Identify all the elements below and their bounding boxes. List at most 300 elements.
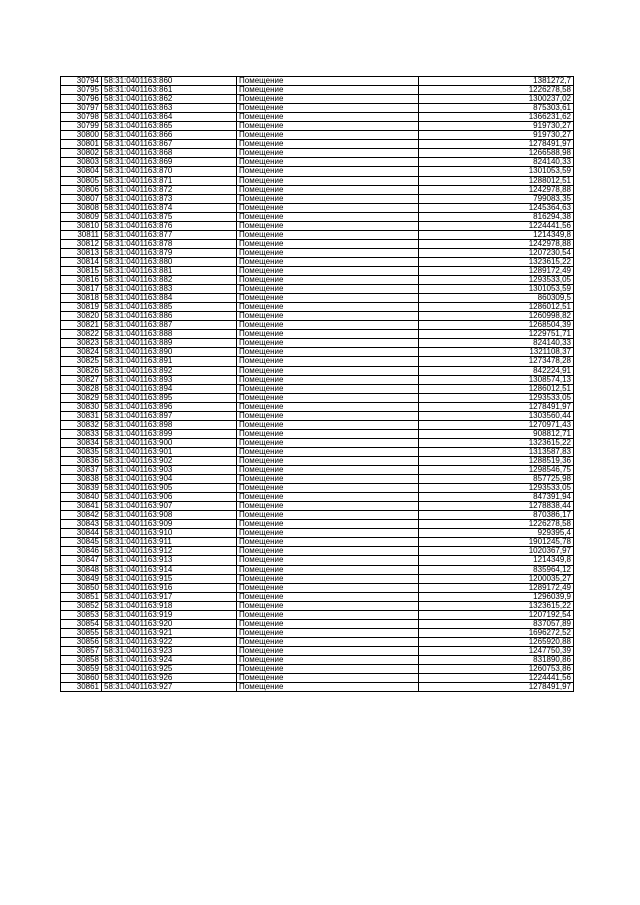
cadastral-number-cell: 58:31:0401163:909 — [102, 520, 237, 529]
table-row — [61, 610, 574, 619]
row-number-cell: 30802 — [61, 149, 102, 158]
row-number-cell: 30817 — [61, 285, 102, 294]
cadastral-number-cell: 58:31:0401163:897 — [102, 411, 237, 420]
object-type-cell: Помещение — [237, 665, 419, 674]
object-type-cell: Помещение — [237, 610, 419, 619]
cadastral-value-cell: 1214349,8 — [419, 556, 574, 565]
row-number-cell: 30846 — [61, 547, 102, 556]
object-type-cell: Помещение — [237, 285, 419, 294]
row-number-cell: 30851 — [61, 592, 102, 601]
cadastral-value-cell: 1286012,51 — [419, 384, 574, 393]
object-type-cell: Помещение — [237, 574, 419, 583]
row-number-cell: 30860 — [61, 674, 102, 683]
cadastral-value-cell: 1696272,52 — [419, 628, 574, 637]
cadastral-value-cell: 824140,33 — [419, 339, 574, 348]
row-number-cell: 30823 — [61, 339, 102, 348]
cadastral-number-cell: 58:31:0401163:910 — [102, 529, 237, 538]
object-type-cell: Помещение — [237, 294, 419, 303]
table-row — [61, 493, 574, 502]
object-type-cell: Помещение — [237, 520, 419, 529]
table-row — [61, 303, 574, 312]
row-number-cell: 30815 — [61, 266, 102, 275]
object-type-cell: Помещение — [237, 637, 419, 646]
cadastral-value-cell: 860309,5 — [419, 294, 574, 303]
cadastral-value-cell: 1268504,39 — [419, 321, 574, 330]
table-row — [61, 538, 574, 547]
row-number-cell: 30858 — [61, 656, 102, 665]
cadastral-number-cell: 58:31:0401163:919 — [102, 610, 237, 619]
row-number-cell: 30814 — [61, 257, 102, 266]
row-number-cell: 30820 — [61, 312, 102, 321]
cadastral-number-cell: 58:31:0401163:860 — [102, 77, 237, 86]
object-type-cell: Помещение — [237, 203, 419, 212]
cadastral-number-cell: 58:31:0401163:905 — [102, 484, 237, 493]
cadastral-value-cell: 799083,35 — [419, 194, 574, 203]
row-number-cell: 30837 — [61, 466, 102, 475]
table-row — [61, 113, 574, 122]
row-number-cell: 30855 — [61, 628, 102, 637]
cadastral-number-cell: 58:31:0401163:861 — [102, 86, 237, 95]
cadastral-value-cell: 1278491,97 — [419, 140, 574, 149]
row-number-cell: 30804 — [61, 167, 102, 176]
row-number-cell: 30819 — [61, 303, 102, 312]
cadastral-number-cell: 58:31:0401163:888 — [102, 330, 237, 339]
row-number-cell: 30808 — [61, 203, 102, 212]
object-type-cell: Помещение — [237, 628, 419, 637]
table-row — [61, 185, 574, 194]
object-type-cell: Помещение — [237, 312, 419, 321]
cadastral-number-cell: 58:31:0401163:862 — [102, 95, 237, 104]
object-type-cell: Помещение — [237, 438, 419, 447]
row-number-cell: 30800 — [61, 131, 102, 140]
table-row — [61, 330, 574, 339]
object-type-cell: Помещение — [237, 466, 419, 475]
cadastral-value-cell: 1020367,97 — [419, 547, 574, 556]
cadastral-value-cell: 1242978,88 — [419, 239, 574, 248]
row-number-cell: 30794 — [61, 77, 102, 86]
row-number-cell: 30830 — [61, 402, 102, 411]
cadastral-value-cell: 919730,27 — [419, 131, 574, 140]
cadastral-value-cell: 1273478,28 — [419, 357, 574, 366]
object-type-cell: Помещение — [237, 556, 419, 565]
object-type-cell: Помещение — [237, 366, 419, 375]
cadastral-value-cell: 835964,12 — [419, 565, 574, 574]
object-type-cell: Помещение — [237, 339, 419, 348]
row-number-cell: 30811 — [61, 230, 102, 239]
table-row — [61, 176, 574, 185]
cadastral-number-cell: 58:31:0401163:917 — [102, 592, 237, 601]
object-type-cell: Помещение — [237, 384, 419, 393]
cadastral-value-cell: 1247750,39 — [419, 646, 574, 655]
cadastral-value-cell: 929395,4 — [419, 529, 574, 538]
row-number-cell: 30843 — [61, 520, 102, 529]
table-row — [61, 619, 574, 628]
object-type-cell: Помещение — [237, 140, 419, 149]
row-number-cell: 30813 — [61, 248, 102, 257]
row-number-cell: 30833 — [61, 429, 102, 438]
object-type-cell: Помещение — [237, 601, 419, 610]
table-row — [61, 520, 574, 529]
row-number-cell: 30857 — [61, 646, 102, 655]
row-number-cell: 30848 — [61, 565, 102, 574]
table-row — [61, 511, 574, 520]
row-number-cell: 30854 — [61, 619, 102, 628]
row-number-cell: 30835 — [61, 447, 102, 456]
cadastral-number-cell: 58:31:0401163:880 — [102, 257, 237, 266]
object-type-cell: Помещение — [237, 619, 419, 628]
row-number-cell: 30803 — [61, 158, 102, 167]
cadastral-number-cell: 58:31:0401163:879 — [102, 248, 237, 257]
table-row — [61, 456, 574, 465]
cadastral-value-cell: 842224,91 — [419, 366, 574, 375]
cadastral-number-cell: 58:31:0401163:892 — [102, 366, 237, 375]
object-type-cell: Помещение — [237, 357, 419, 366]
cadastral-value-cell: 831890,86 — [419, 656, 574, 665]
table-row — [61, 194, 574, 203]
table-row — [61, 411, 574, 420]
row-number-cell: 30796 — [61, 95, 102, 104]
object-type-cell: Помещение — [237, 411, 419, 420]
cadastral-number-cell: 58:31:0401163:915 — [102, 574, 237, 583]
row-number-cell: 30845 — [61, 538, 102, 547]
row-number-cell: 30836 — [61, 456, 102, 465]
object-type-cell: Помещение — [237, 176, 419, 185]
cadastral-number-cell: 58:31:0401163:922 — [102, 637, 237, 646]
table-row — [61, 475, 574, 484]
cadastral-value-cell: 1308574,13 — [419, 375, 574, 384]
row-number-cell: 30828 — [61, 384, 102, 393]
cadastral-value-cell: 1200035,27 — [419, 574, 574, 583]
row-number-cell: 30810 — [61, 221, 102, 230]
cadastral-number-cell: 58:31:0401163:908 — [102, 511, 237, 520]
row-number-cell: 30859 — [61, 665, 102, 674]
cadastral-number-cell: 58:31:0401163:901 — [102, 447, 237, 456]
row-number-cell: 30807 — [61, 194, 102, 203]
row-number-cell: 30849 — [61, 574, 102, 583]
table-row — [61, 637, 574, 646]
cadastral-value-cell: 875303,61 — [419, 104, 574, 113]
row-number-cell: 30795 — [61, 86, 102, 95]
cadastral-number-cell: 58:31:0401163:903 — [102, 466, 237, 475]
object-type-cell: Помещение — [237, 375, 419, 384]
cadastral-value-cell: 1293533,05 — [419, 276, 574, 285]
cadastral-value-cell: 1293533,05 — [419, 393, 574, 402]
cadastral-number-cell: 58:31:0401163:865 — [102, 122, 237, 131]
cadastral-number-cell: 58:31:0401163:875 — [102, 212, 237, 221]
cadastral-number-cell: 58:31:0401163:925 — [102, 665, 237, 674]
cadastral-number-cell: 58:31:0401163:895 — [102, 393, 237, 402]
cadastral-number-cell: 58:31:0401163:891 — [102, 357, 237, 366]
row-number-cell: 30841 — [61, 502, 102, 511]
row-number-cell: 30847 — [61, 556, 102, 565]
row-number-cell: 30829 — [61, 393, 102, 402]
row-number-cell: 30852 — [61, 601, 102, 610]
table-row — [61, 339, 574, 348]
table-row — [61, 122, 574, 131]
object-type-cell: Помещение — [237, 456, 419, 465]
object-type-cell: Помещение — [237, 330, 419, 339]
object-type-cell: Помещение — [237, 348, 419, 357]
cadastral-number-cell: 58:31:0401163:899 — [102, 429, 237, 438]
cadastral-value-cell: 1321108,37 — [419, 348, 574, 357]
cadastral-number-cell: 58:31:0401163:911 — [102, 538, 237, 547]
object-type-cell: Помещение — [237, 547, 419, 556]
cadastral-number-cell: 58:31:0401163:881 — [102, 266, 237, 275]
table-row — [61, 95, 574, 104]
cadastral-number-cell: 58:31:0401163:884 — [102, 294, 237, 303]
table-row — [61, 357, 574, 366]
object-type-cell: Помещение — [237, 429, 419, 438]
table-row — [61, 266, 574, 275]
cadastral-value-cell: 1226278,58 — [419, 86, 574, 95]
object-type-cell: Помещение — [237, 484, 419, 493]
object-type-cell: Помещение — [237, 95, 419, 104]
table-row — [61, 683, 574, 692]
table-row — [61, 257, 574, 266]
cadastral-value-cell: 1278491,97 — [419, 402, 574, 411]
cadastral-value-cell: 1303560,44 — [419, 411, 574, 420]
table-row — [61, 646, 574, 655]
cadastral-value-cell: 816294,38 — [419, 212, 574, 221]
table-row — [61, 438, 574, 447]
object-type-cell: Помещение — [237, 167, 419, 176]
object-type-cell: Помещение — [237, 402, 419, 411]
row-number-cell: 30809 — [61, 212, 102, 221]
cadastral-number-cell: 58:31:0401163:921 — [102, 628, 237, 637]
object-type-cell: Помещение — [237, 303, 419, 312]
object-type-cell: Помещение — [237, 529, 419, 538]
row-number-cell: 30806 — [61, 185, 102, 194]
table-row — [61, 484, 574, 493]
cadastral-number-cell: 58:31:0401163:900 — [102, 438, 237, 447]
row-number-cell: 30816 — [61, 276, 102, 285]
cadastral-number-cell: 58:31:0401163:916 — [102, 583, 237, 592]
cadastral-value-cell: 1265920,88 — [419, 637, 574, 646]
object-type-cell: Помещение — [237, 77, 419, 86]
object-type-cell: Помещение — [237, 212, 419, 221]
object-type-cell: Помещение — [237, 194, 419, 203]
table-row — [61, 221, 574, 230]
cadastral-number-cell: 58:31:0401163:907 — [102, 502, 237, 511]
row-number-cell: 30825 — [61, 357, 102, 366]
table-row — [61, 601, 574, 610]
cadastral-number-cell: 58:31:0401163:863 — [102, 104, 237, 113]
cadastral-value-cell: 1313587,83 — [419, 447, 574, 456]
cadastral-number-cell: 58:31:0401163:918 — [102, 601, 237, 610]
table-row — [61, 230, 574, 239]
object-type-cell: Помещение — [237, 538, 419, 547]
object-type-cell: Помещение — [237, 447, 419, 456]
cadastral-value-cell: 1260753,86 — [419, 665, 574, 674]
object-type-cell: Помещение — [237, 276, 419, 285]
cadastral-number-cell: 58:31:0401163:890 — [102, 348, 237, 357]
object-type-cell: Помещение — [237, 248, 419, 257]
table-row — [61, 366, 574, 375]
table-row — [61, 674, 574, 683]
object-type-cell: Помещение — [237, 592, 419, 601]
row-number-cell: 30840 — [61, 493, 102, 502]
cadastral-number-cell: 58:31:0401163:876 — [102, 221, 237, 230]
cadastral-number-cell: 58:31:0401163:914 — [102, 565, 237, 574]
cadastral-value-cell: 1323615,22 — [419, 601, 574, 610]
table-row — [61, 294, 574, 303]
cadastral-value-cell: 1323615,22 — [419, 257, 574, 266]
cadastral-number-cell: 58:31:0401163:926 — [102, 674, 237, 683]
cadastral-value-cell: 1288012,51 — [419, 176, 574, 185]
table-row — [61, 239, 574, 248]
object-type-cell: Помещение — [237, 104, 419, 113]
cadastral-value-cell: 1298546,75 — [419, 466, 574, 475]
cadastral-number-cell: 58:31:0401163:898 — [102, 420, 237, 429]
object-type-cell: Помещение — [237, 321, 419, 330]
row-number-cell: 30844 — [61, 529, 102, 538]
table-row — [61, 592, 574, 601]
table-row — [61, 502, 574, 511]
row-number-cell: 30861 — [61, 683, 102, 692]
cadastral-value-cell: 1207230,54 — [419, 248, 574, 257]
object-type-cell: Помещение — [237, 185, 419, 194]
table-row — [61, 656, 574, 665]
cadastral-value-cell: 824140,33 — [419, 158, 574, 167]
table-row — [61, 104, 574, 113]
cadastral-value-cell: 1293533,05 — [419, 484, 574, 493]
row-number-cell: 30821 — [61, 321, 102, 330]
row-number-cell: 30842 — [61, 511, 102, 520]
row-number-cell: 30812 — [61, 239, 102, 248]
object-type-cell: Помещение — [237, 493, 419, 502]
cadastral-value-cell: 1901245,78 — [419, 538, 574, 547]
table-row — [61, 131, 574, 140]
row-number-cell: 30850 — [61, 583, 102, 592]
cadastral-number-cell: 58:31:0401163:894 — [102, 384, 237, 393]
cadastral-number-cell: 58:31:0401163:887 — [102, 321, 237, 330]
object-type-cell: Помещение — [237, 565, 419, 574]
cadastral-number-cell: 58:31:0401163:873 — [102, 194, 237, 203]
cadastral-number-cell: 58:31:0401163:904 — [102, 475, 237, 484]
cadastral-number-cell: 58:31:0401163:869 — [102, 158, 237, 167]
row-number-cell: 30827 — [61, 375, 102, 384]
cadastral-value-cell: 837057,89 — [419, 619, 574, 628]
table-row — [61, 556, 574, 565]
cadastral-value-cell: 1266588,98 — [419, 149, 574, 158]
object-type-cell: Помещение — [237, 266, 419, 275]
object-type-cell: Помещение — [237, 113, 419, 122]
object-type-cell: Помещение — [237, 86, 419, 95]
row-number-cell: 30856 — [61, 637, 102, 646]
cadastral-value-cell: 1300237,02 — [419, 95, 574, 104]
object-type-cell: Помещение — [237, 683, 419, 692]
table-row — [61, 384, 574, 393]
table-row — [61, 203, 574, 212]
object-type-cell: Помещение — [237, 239, 419, 248]
table-row — [61, 167, 574, 176]
table-row — [61, 547, 574, 556]
cadastral-value-cell: 1224441,56 — [419, 674, 574, 683]
cadastral-value-cell: 847391,94 — [419, 493, 574, 502]
cadastral-number-cell: 58:31:0401163:924 — [102, 656, 237, 665]
row-number-cell: 30832 — [61, 420, 102, 429]
cadastral-value-cell: 908812,71 — [419, 429, 574, 438]
cadastral-number-cell: 58:31:0401163:889 — [102, 339, 237, 348]
object-type-cell: Помещение — [237, 475, 419, 484]
row-number-cell: 30824 — [61, 348, 102, 357]
cadastral-number-cell: 58:31:0401163:872 — [102, 185, 237, 194]
cadastral-value-cell: 857725,98 — [419, 475, 574, 484]
cadastral-number-cell: 58:31:0401163:870 — [102, 167, 237, 176]
table-row — [61, 529, 574, 538]
table-row — [61, 212, 574, 221]
object-type-cell: Помещение — [237, 420, 419, 429]
table-row — [61, 276, 574, 285]
table-row — [61, 149, 574, 158]
object-type-cell: Помещение — [237, 674, 419, 683]
row-number-cell: 30826 — [61, 366, 102, 375]
cadastral-number-cell: 58:31:0401163:874 — [102, 203, 237, 212]
cadastral-number-cell: 58:31:0401163:886 — [102, 312, 237, 321]
cadastral-number-cell: 58:31:0401163:866 — [102, 131, 237, 140]
table-row — [61, 248, 574, 257]
table-row — [61, 348, 574, 357]
cadastral-value-cell: 870386,17 — [419, 511, 574, 520]
cadastral-value-cell: 1289172,49 — [419, 583, 574, 592]
object-type-cell: Помещение — [237, 257, 419, 266]
object-type-cell: Помещение — [237, 131, 419, 140]
cadastral-value-cell: 1260998,82 — [419, 312, 574, 321]
table-row — [61, 77, 574, 86]
table-row — [61, 447, 574, 456]
table-row — [61, 393, 574, 402]
table-row — [61, 321, 574, 330]
table-row — [61, 86, 574, 95]
table-row — [61, 158, 574, 167]
table-row — [61, 420, 574, 429]
row-number-cell: 30818 — [61, 294, 102, 303]
cadastral-number-cell: 58:31:0401163:902 — [102, 456, 237, 465]
cadastral-number-cell: 58:31:0401163:923 — [102, 646, 237, 655]
cadastral-value-cell: 1214349,8 — [419, 230, 574, 239]
object-type-cell: Помещение — [237, 502, 419, 511]
row-number-cell: 30801 — [61, 140, 102, 149]
cadastral-number-cell: 58:31:0401163:878 — [102, 239, 237, 248]
cadastral-number-cell: 58:31:0401163:864 — [102, 113, 237, 122]
table-row — [61, 285, 574, 294]
cadastral-value-cell: 1242978,88 — [419, 185, 574, 194]
row-number-cell: 30799 — [61, 122, 102, 131]
cadastral-value-cell: 1224441,56 — [419, 221, 574, 230]
table-row — [61, 466, 574, 475]
cadastral-value-cell: 1245364,63 — [419, 203, 574, 212]
object-type-cell: Помещение — [237, 230, 419, 239]
row-number-cell: 30822 — [61, 330, 102, 339]
cadastral-value-cell: 1301053,59 — [419, 167, 574, 176]
row-number-cell: 30805 — [61, 176, 102, 185]
table-row — [61, 312, 574, 321]
table-row — [61, 375, 574, 384]
row-number-cell: 30834 — [61, 438, 102, 447]
cadastral-value-cell: 1278838,44 — [419, 502, 574, 511]
cadastral-value-cell: 919730,27 — [419, 122, 574, 131]
cadastral-number-cell: 58:31:0401163:927 — [102, 683, 237, 692]
row-number-cell: 30853 — [61, 610, 102, 619]
table-row — [61, 583, 574, 592]
table-row — [61, 628, 574, 637]
cadastral-value-cell: 1366231,62 — [419, 113, 574, 122]
table-row — [61, 402, 574, 411]
object-type-cell: Помещение — [237, 511, 419, 520]
cadastral-number-cell: 58:31:0401163:885 — [102, 303, 237, 312]
object-type-cell: Помещение — [237, 393, 419, 402]
cadastral-number-cell: 58:31:0401163:883 — [102, 285, 237, 294]
